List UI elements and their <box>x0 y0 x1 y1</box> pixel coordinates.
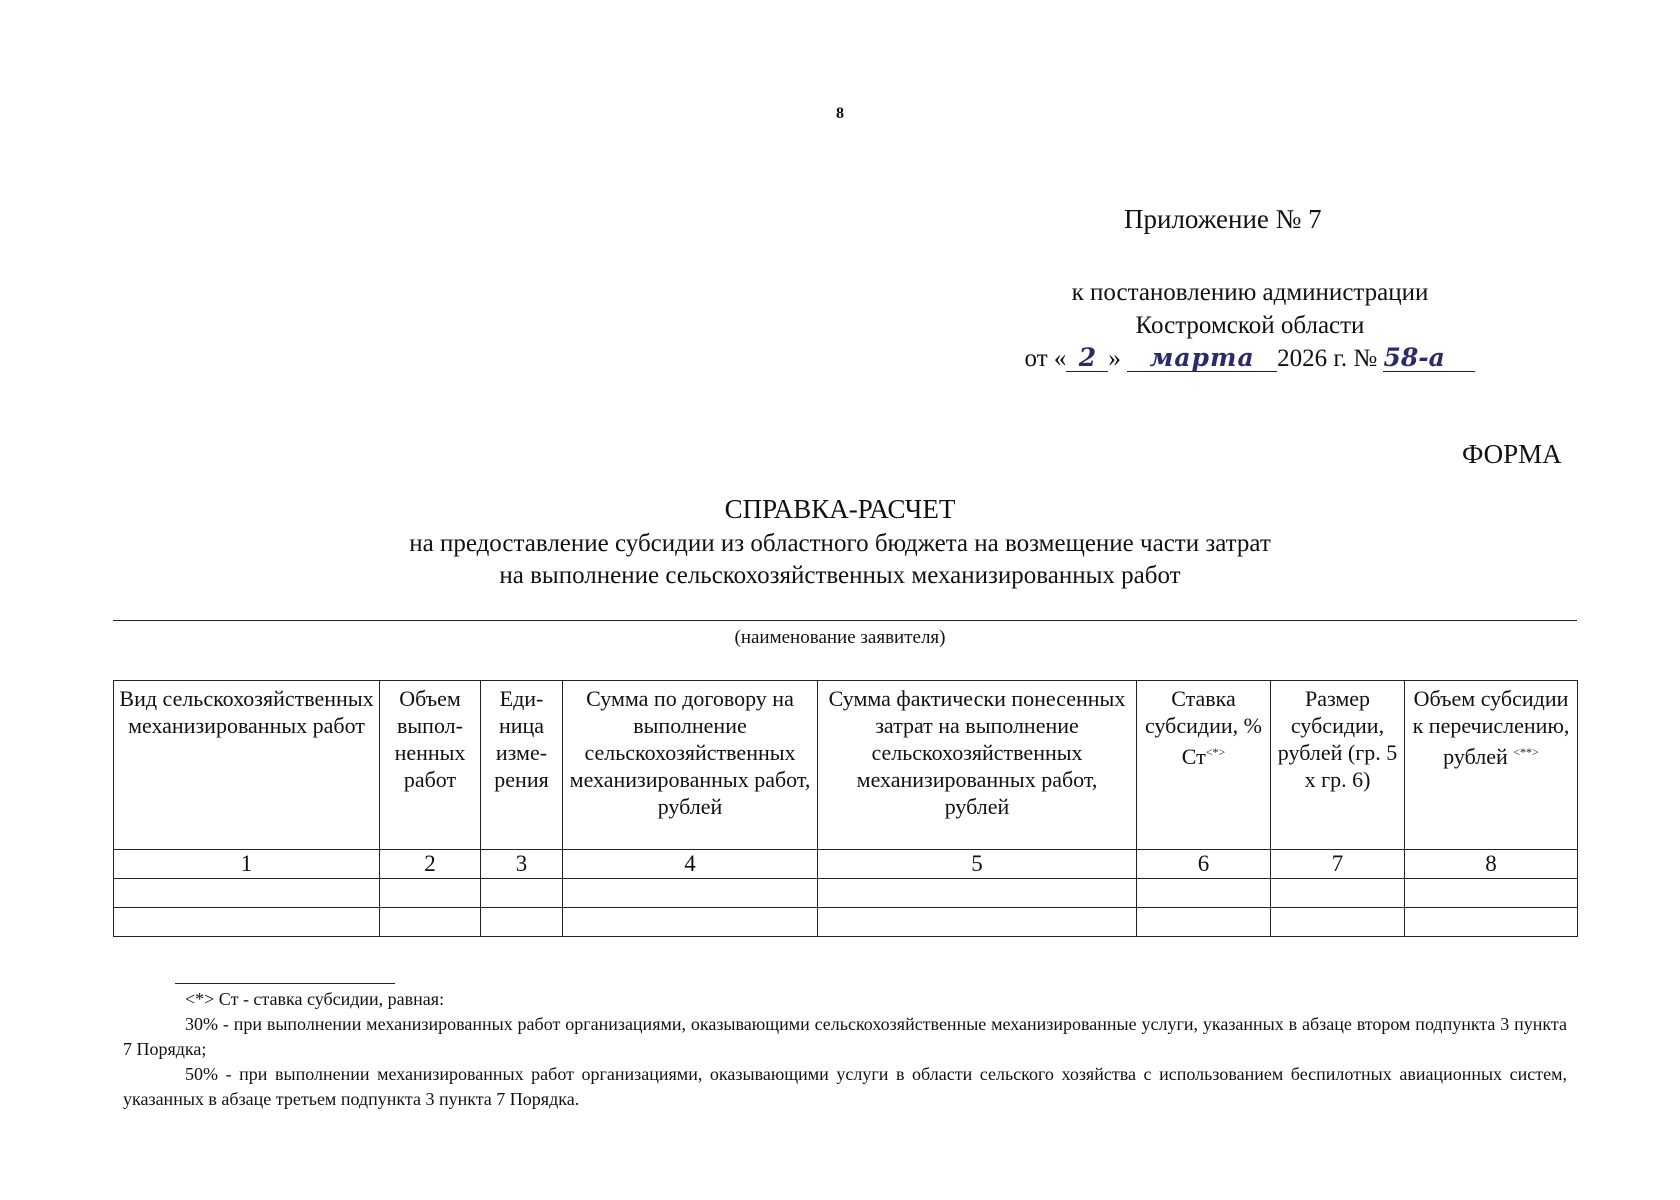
table-cell[interactable] <box>1137 879 1271 908</box>
date-year: 2026 г. № <box>1277 345 1378 372</box>
subtitle-line-2: на выполнение сельскохозяйственных механизированных работ <box>499 562 1181 589</box>
table-cell[interactable] <box>818 879 1137 908</box>
date-prefix: от « <box>1024 345 1067 372</box>
calculation-table <box>113 680 1578 937</box>
document-subtitle <box>0 528 1680 592</box>
header-subsidy-amount: Размер субсидии, рублей (гр. 5 х гр. 6) <box>1271 681 1405 850</box>
header-contract-sum: Сумма по договору на выполнение сельскохозяйственных механизированных работ, рублей <box>563 681 818 850</box>
resolution-date-line <box>1000 342 1500 375</box>
applicant-name-line <box>113 620 1577 621</box>
footnote-mark: <*> <box>1205 745 1226 759</box>
table-cell[interactable] <box>563 879 818 908</box>
table-cell[interactable] <box>818 908 1137 937</box>
header-subsidy-rate: Ставка субсидии, % Ст<*> <box>1137 681 1271 850</box>
table-header-row <box>114 681 1578 850</box>
header-transfer-volume: Объем субсидии к перечислению, рублей <**> <box>1405 681 1578 850</box>
footnote-mark: <**> <box>1513 745 1539 759</box>
table-cell[interactable] <box>114 908 380 937</box>
handwritten-month: марта <box>1127 345 1277 372</box>
column-number: 3 <box>481 850 563 879</box>
footnote-rate-definition: <*> Ст - ставка субсидии, равная: <box>185 989 445 1009</box>
footnote-30-percent: 30% - при выполнении механизированных работ организациями, оказывающими сельскохозяйственные механизированные услуги, указанных в абзаце втором подпункта 3 пункта 7 Порядка; <box>123 1014 1567 1059</box>
table-cell[interactable] <box>380 879 481 908</box>
table-row <box>114 879 1578 908</box>
table-cell[interactable] <box>114 879 380 908</box>
footnotes <box>123 987 1567 1112</box>
table-cell[interactable] <box>1405 908 1578 937</box>
column-number: 8 <box>1405 850 1578 879</box>
column-number: 6 <box>1137 850 1271 879</box>
header-work-volume: Объем выпол-ненных работ <box>380 681 481 850</box>
table-cell[interactable] <box>481 908 563 937</box>
header-actual-costs: Сумма фактически понесенных затрат на выполнение сельскохозяйственных механизированных работ, рублей <box>818 681 1137 850</box>
column-number: 7 <box>1271 850 1405 879</box>
date-quote-close: » <box>1108 345 1121 372</box>
appendix-title: Приложение № 7 <box>1124 204 1322 234</box>
column-number: 2 <box>380 850 481 879</box>
table-cell[interactable] <box>380 908 481 937</box>
column-number: 1 <box>114 850 380 879</box>
handwritten-day: 2 <box>1066 345 1108 372</box>
column-number: 5 <box>818 850 1137 879</box>
table-row <box>114 908 1578 937</box>
column-number: 4 <box>563 850 818 879</box>
applicant-caption: (наименование заявителя) <box>734 627 946 648</box>
subtitle-line-1: на предоставление субсидии из областного бюджета на возмещение части затрат <box>409 530 1271 557</box>
form-label: ФОРМА <box>1462 439 1562 469</box>
table-cell[interactable] <box>481 879 563 908</box>
header-unit: Еди-ница изме-рения <box>481 681 563 850</box>
resolution-line-1: к постановлению администрации <box>1071 279 1429 306</box>
column-number-row <box>114 850 1578 879</box>
table-cell[interactable] <box>563 908 818 937</box>
resolution-line-2: Костромской области <box>1135 312 1365 339</box>
table-cell[interactable] <box>1405 879 1578 908</box>
resolution-reference <box>1000 276 1500 375</box>
table-cell[interactable] <box>1137 908 1271 937</box>
header-work-type: Вид сельскохозяйственных механизированных работ <box>114 681 380 850</box>
handwritten-number: 58-а <box>1383 345 1475 372</box>
footnote-50-percent: 50% - при выполнении механизированных работ организациями, оказывающими услуги в области сельского хозяйства с использованием беспилотных авиационных систем, указанных в абзаце третьем подпункта 3 пункта 7 Порядка. <box>123 1064 1567 1109</box>
table-cell[interactable] <box>1271 879 1405 908</box>
table-cell[interactable] <box>1271 908 1405 937</box>
footnote-separator <box>175 983 395 984</box>
page-number: 8 <box>836 105 844 122</box>
document-title: СПРАВКА-РАСЧЕТ <box>724 494 956 524</box>
